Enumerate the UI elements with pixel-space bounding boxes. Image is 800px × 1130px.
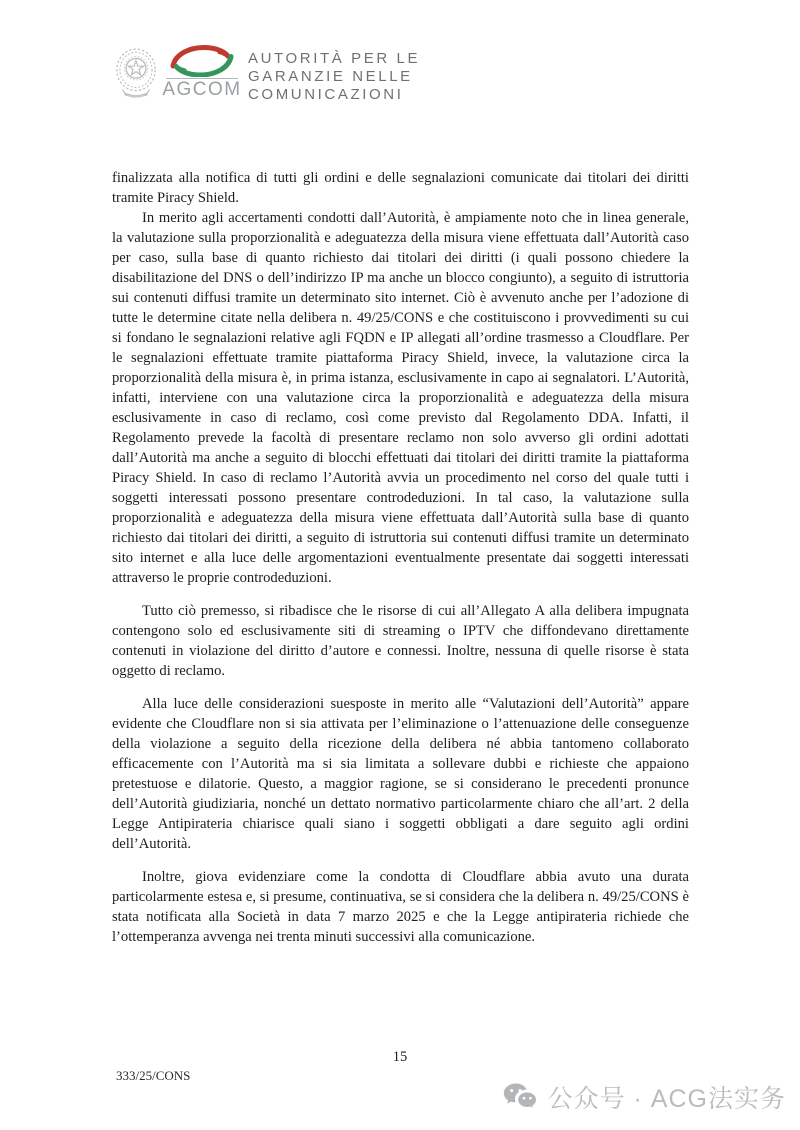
agcom-acronym: AGCOM [162,79,242,100]
body-paragraph: In merito agli accertamenti condotti dall’Autorità, è ampiamente noto che in linea generale, la valutazione sulla proporzionalità e adeguatezza della misura viene effettuata dall’Autorità caso per caso, sulla base di quanto richiesto dai titolari dei diritti (i quali possono chiedere la disabilitazione del DNS o dell’indirizzo IP ma anche un blocco congiunto), a seguito di istruttoria sui contenuti diffusi tramite un determinato sito internet. Ciò è avvenuto anche per l’adozione di tutte le determine citate nella delibera n. 49/25/CONS e che costituiscono i provvedimenti su cui si fondano le segnalazioni relative agli FQDN e IP allegati all’ordine trasmesso a Cloudflare. Per le segnalazioni effettuate tramite piattaforma Piracy Shield, invece, la valutazione circa la proporzionalità della misura è, in prima istanza, esclusivamente in capo ai segnalatori. L’Autorità, infatti, interviene con una valutazione circa la proporzionalità e adeguatezza della misura esclusivamente in caso di reclamo, così come previsto dal Regolamento DDA. Infatti, il Regolamento prevede la facoltà di presentare reclamo non solo avverso gli ordini adottati dall’Autorità ma anche a seguito di blocchi effettuati dai titolari dei diritti tramite la piattaforma Piracy Shield. In caso di reclamo l’Autorità avvia un procedimento nel corso del quale tutti i soggetti interessati possono presentare controdeduzioni. In tal caso, la valutazione sulla proporzionalità e adeguatezza della misura viene effettuata dall’Autorità sulla base di quanto richiesto dai titolari dei diritti, a seguito di istruttoria sui contenuti diffusi tramite un determinato sito internet e alla luce delle argomentazioni eventualmente presentate dai soggetti interessati attraverso le proprie controdeduzioni. [112,210,689,586]
body-paragraph: finalizzata alla notifica di tutti gli ordini e delle segnalazioni comunicate dai titolari dei diritti tramite Piracy Shield. [112,170,689,206]
authority-name-line-1: AUTORITÀ PER LE [248,50,421,67]
page-number: 15 [392,1049,408,1065]
wechat-watermark [503,1079,786,1115]
wechat-icon [503,1082,539,1112]
agcom-swoosh-icon [166,44,238,77]
italian-republic-emblem-icon [114,46,158,102]
body-paragraph: Alla luce delle considerazioni suesposte in merito alle “Valutazioni dell’Autorità” appare evidente che Cloudflare non si sia attivata per l’eliminazione o l’attenuazione delle conseguenze della violazione a seguito della ricezione della delibera né abbia tantomeno collaborato efficacemente con l’Autorità ma si sia limitata a sollevare dubbi e richieste che appaiono pretestuose e dilatorie. Questo, a maggior ragione, se si considerano le precedenti pronunce dell’Autorità giudiziaria, nonché un dettato normativo particolarmente chiaro che all’art. 2 della Legge Antipirateria chiarisce quali siano i soggetti obbligati a dare seguito agli ordini dell’Autorità. [112,696,689,852]
document-body [112,168,689,947]
watermark-label: 公众号 · ACG法实务 [547,1085,786,1113]
body-paragraph: Inoltre, giova evidenziare come la condotta di Cloudflare abbia avuto una durata particolarmente estesa e, si presume, continuativa, se si considera che la delibera n. 49/25/CONS è stata notificata alla Società in data 7 marzo 2025 e che la Legge antipirateria richiede che l’ottemperanza avvenga nei trenta minuti successivi alla comunicazione. [112,869,689,945]
agcom-mark [164,44,240,99]
body-paragraph: Tutto ciò premesso, si ribadisce che le risorse di cui all’Allegato A alla delibera impugnata contengono solo ed esclusivamente siti di streaming o IPTV che diffondevano direttamente contenuti in violazione del diritto d’autore e connessi. Inoltre, nessuna di quelle risorse è stata oggetto di reclamo. [112,603,689,679]
document-reference: 333/25/CONS [116,1068,191,1083]
authority-name [248,50,420,104]
authority-name-line-3: COMUNICAZIONI [248,86,404,103]
authority-name-line-2: GARANZIE NELLE [248,68,413,85]
agcom-logo-header [114,44,420,104]
